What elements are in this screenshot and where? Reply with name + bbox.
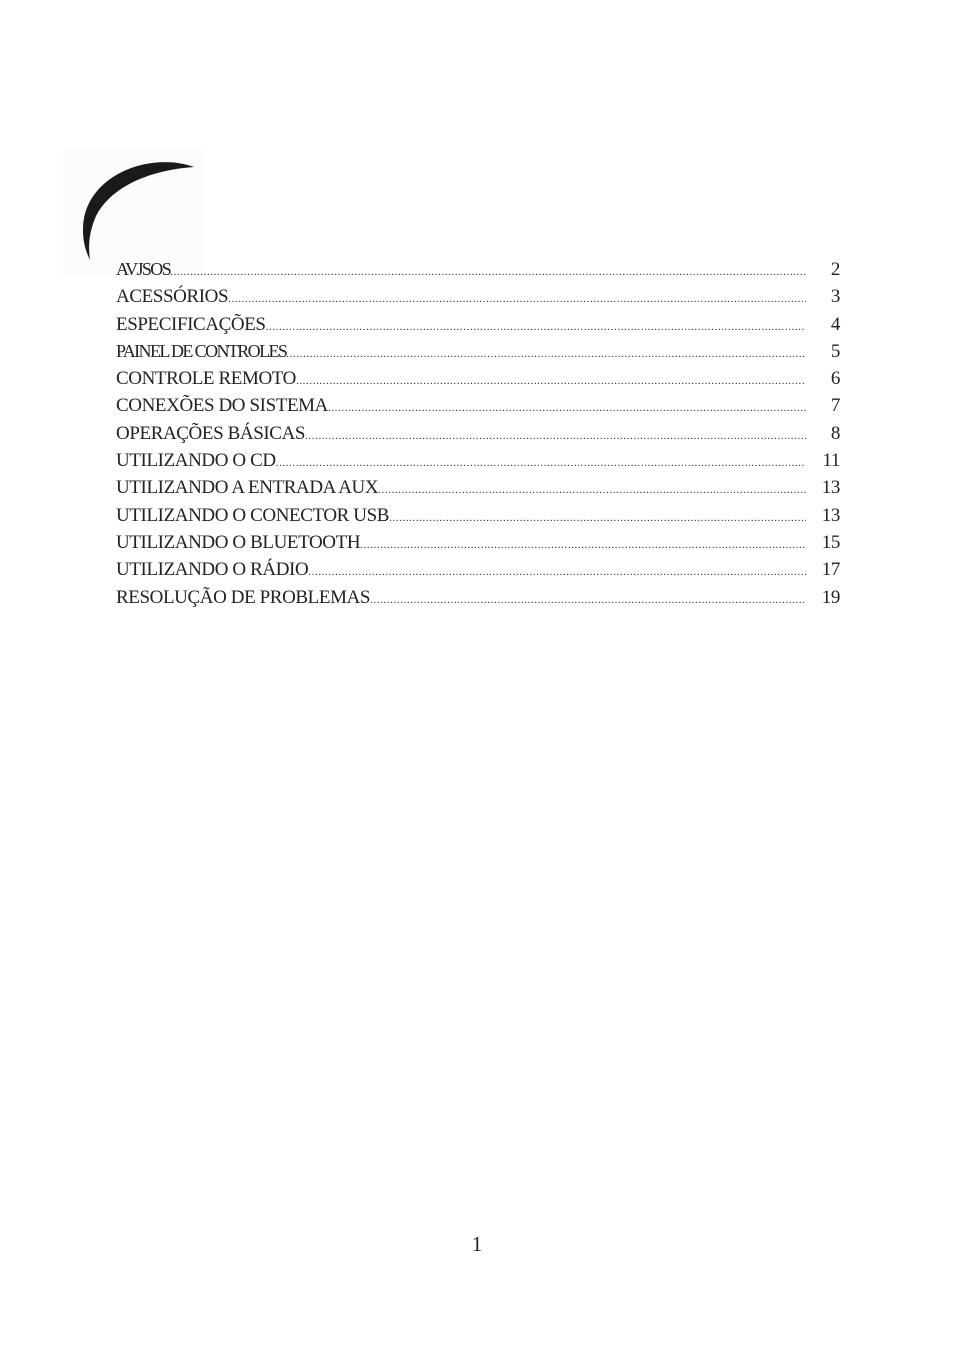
dot-leader xyxy=(389,505,806,532)
toc-entry-title: RESOLUÇÃO DE PROBLEMAS xyxy=(116,586,371,608)
toc-entry-page: 19 xyxy=(821,586,840,608)
toc-entry-page: 4 xyxy=(830,313,840,335)
toc-entry-resolucao-de-problemas[interactable] xyxy=(116,584,848,611)
toc-entry-utilizando-o-radio[interactable] xyxy=(116,556,848,583)
toc-entry-title: UTILIZANDO O CD xyxy=(116,450,276,472)
dot-leader xyxy=(170,259,806,286)
dot-leader xyxy=(228,286,806,313)
toc-entry-conexoes-do-sistema[interactable] xyxy=(116,392,848,419)
toc-entry-operacoes-basicas[interactable] xyxy=(116,420,848,447)
toc-entry-page: 8 xyxy=(830,422,840,444)
dot-leader xyxy=(305,423,806,450)
dot-leader xyxy=(308,559,806,586)
dot-leader xyxy=(296,368,806,395)
toc-entry-page: 5 xyxy=(830,340,840,362)
toc-entry-title: PAINEL DE CONTROLES xyxy=(116,340,287,361)
toc-entry-title: UTILIZANDO O BLUETOOTH xyxy=(116,531,361,553)
toc-entry-title: ESPECIFICAÇÕES xyxy=(116,313,266,335)
dot-leader xyxy=(276,450,806,477)
table-of-contents xyxy=(116,256,848,611)
toc-entry-title: UTILIZANDO O CONECTOR USB xyxy=(116,504,390,526)
dot-leader xyxy=(328,395,806,422)
toc-entry-avisos[interactable] xyxy=(116,256,848,283)
toc-entry-utilizando-o-conector-usb[interactable] xyxy=(116,502,848,529)
toc-entry-page: 13 xyxy=(821,504,840,526)
toc-entry-acessorios[interactable] xyxy=(116,283,848,310)
toc-entry-controle-remoto[interactable] xyxy=(116,365,848,392)
dot-leader xyxy=(360,532,806,559)
dot-leader xyxy=(266,314,806,341)
toc-entry-title: UTILIZANDO O RÁDIO xyxy=(116,559,309,581)
toc-entry-page: 6 xyxy=(830,368,840,390)
toc-entry-painel-de-controles[interactable] xyxy=(116,338,848,365)
toc-entry-title: CONEXÕES DO SISTEMA xyxy=(116,395,328,417)
toc-entry-title: AVJSOS xyxy=(116,259,171,279)
toc-entry-page: 13 xyxy=(821,477,840,499)
page-number: 1 xyxy=(471,1232,483,1256)
toc-entry-page: 3 xyxy=(830,286,840,308)
toc-entry-page: 2 xyxy=(830,259,840,280)
toc-entry-page: 17 xyxy=(821,559,840,581)
toc-entry-utilizando-o-bluetooth[interactable] xyxy=(116,529,848,556)
toc-entry-title: CONTROLE REMOTO xyxy=(116,368,296,390)
dot-leader xyxy=(286,341,806,368)
toc-entry-title: ACESSÓRIOS xyxy=(116,286,229,308)
toc-entry-page: 15 xyxy=(821,531,840,553)
toc-entry-title: UTILIZANDO A ENTRADA AUX xyxy=(116,477,379,499)
toc-entry-utilizando-o-cd[interactable] xyxy=(116,447,848,474)
toc-entry-utilizando-a-entrada-aux[interactable] xyxy=(116,474,848,501)
toc-entry-page: 11 xyxy=(822,450,840,472)
toc-entry-especificacoes[interactable] xyxy=(116,311,848,338)
dot-leader xyxy=(378,477,806,504)
toc-entry-title: OPERAÇÕES BÁSICAS xyxy=(116,422,306,444)
toc-entry-page: 7 xyxy=(830,395,840,417)
dot-leader xyxy=(370,587,806,614)
